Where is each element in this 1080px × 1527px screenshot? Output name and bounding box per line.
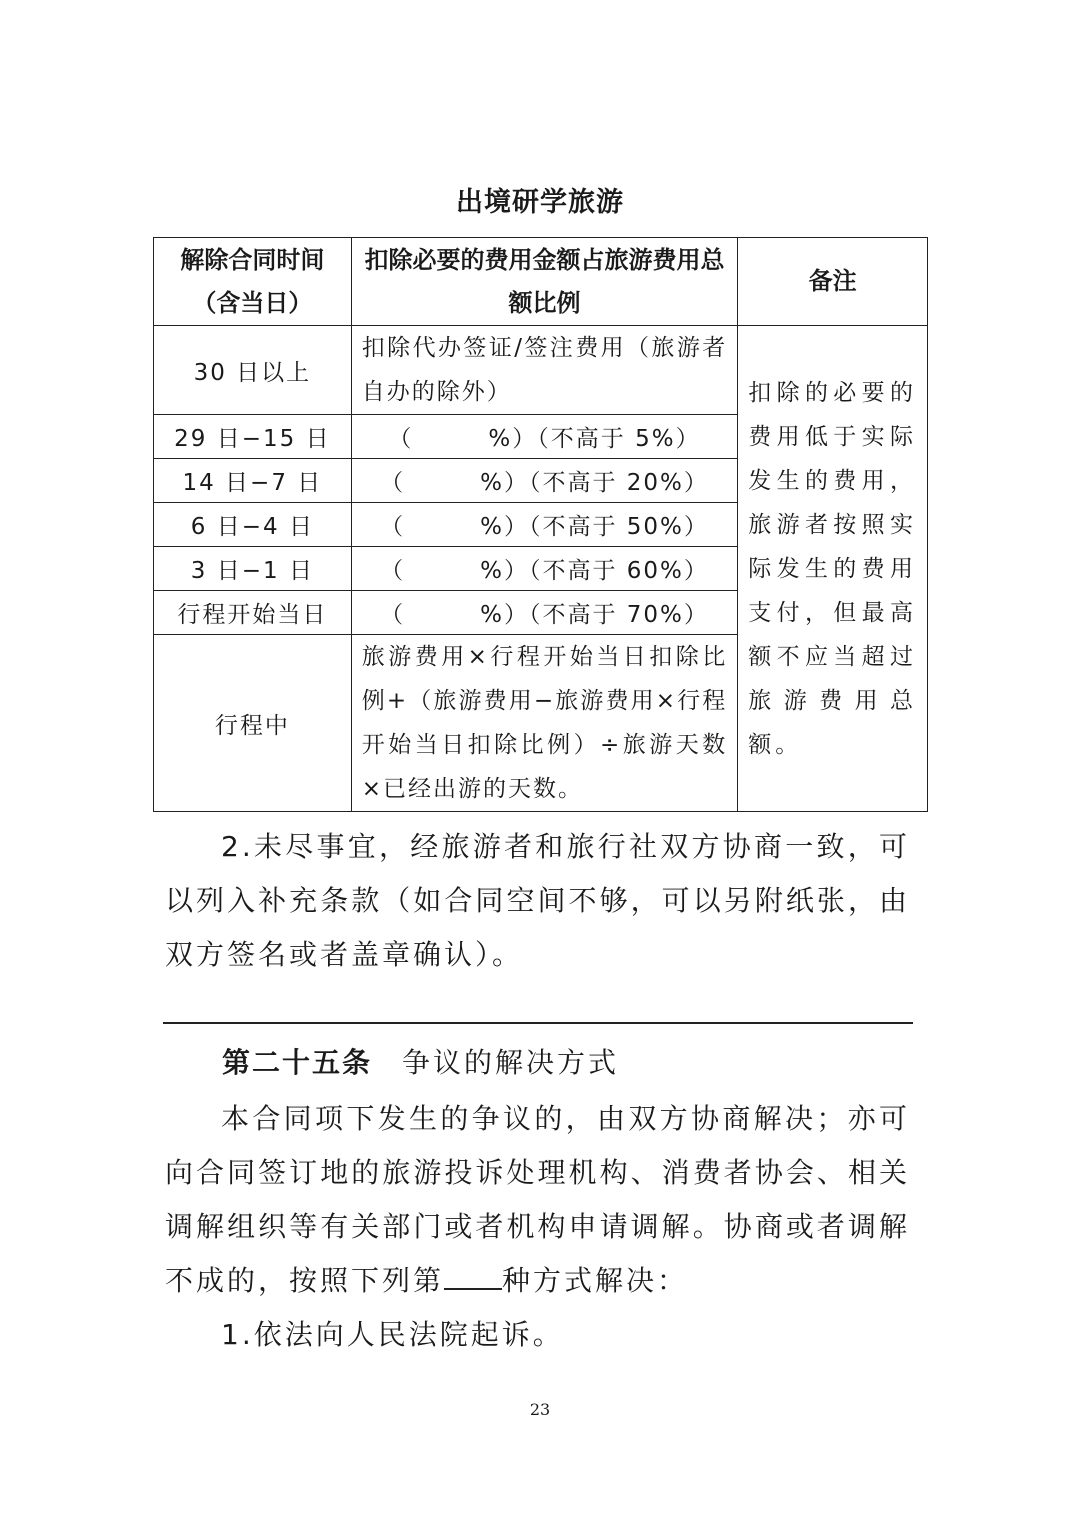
row-ratio: 旅游费用×行程开始当日扣除比例+（旅游费用−旅游费用×行程开始当日扣除比例）÷旅游天数×已经出游的天数。 bbox=[351, 635, 737, 812]
row-time: 29 日−15 日 bbox=[154, 415, 352, 459]
row-time: 行程开始当日 bbox=[154, 591, 352, 635]
row-time: 3 日−1 日 bbox=[154, 547, 352, 591]
article-title: 争议的解决方式 bbox=[402, 1046, 620, 1079]
row-ratio: （ %）（不高于 5%） bbox=[351, 415, 737, 459]
header-note: 备注 bbox=[738, 238, 928, 326]
row-time: 14 日−7 日 bbox=[154, 459, 352, 503]
table-row bbox=[154, 326, 928, 415]
row-ratio: （ %）（不高于 60%） bbox=[351, 547, 737, 591]
article-number: 第二十五条 bbox=[222, 1046, 373, 1079]
page-number: 23 bbox=[529, 1400, 551, 1419]
cancellation-fee-table bbox=[153, 237, 928, 812]
body-text-end: 种方式解决： bbox=[502, 1264, 689, 1297]
row-ratio: 扣除代办签证/签注费用（旅游者自办的除外） bbox=[351, 326, 737, 415]
header-deduction-ratio: 扣除必要的费用金额占旅游费用总额比例 bbox=[351, 238, 737, 326]
row-time: 30 日以上 bbox=[154, 326, 352, 415]
row-time: 行程中 bbox=[154, 635, 352, 812]
note-cell: 扣除的必要的费用低于实际发生的费用，旅游者按照实际发生的费用支付，但最高额不应当超过旅游费用总额。 bbox=[738, 326, 928, 812]
article-25-item-1: 1.依法向人民法院起诉。 bbox=[221, 1318, 564, 1351]
body-text: 本合同项下发生的争议的，由双方协商解决；亦可向合同签订地的旅游投诉处理机构、消费者协会、相关调解组织等有关部门或者机构申请调解。协商或者调解不成的，按照下列第 bbox=[165, 1102, 910, 1297]
row-ratio: （ %）（不高于 20%） bbox=[351, 459, 737, 503]
section-title: 出境研学旅游 bbox=[456, 187, 624, 218]
divider-line bbox=[163, 1022, 913, 1024]
fill-in-blank[interactable] bbox=[444, 1258, 502, 1290]
row-time: 6 日−4 日 bbox=[154, 503, 352, 547]
row-ratio: （ %）（不高于 50%） bbox=[351, 503, 737, 547]
article-25-body bbox=[165, 1092, 910, 1308]
article-25-heading bbox=[222, 1038, 619, 1088]
table-header-row bbox=[154, 238, 928, 326]
header-cancel-time: 解除合同时间（含当日） bbox=[154, 238, 352, 326]
paragraph-2: 2.未尽事宜，经旅游者和旅行社双方协商一致，可以列入补充条款（如合同空间不够，可以另附纸张，由双方签名或者盖章确认）。 bbox=[165, 830, 910, 971]
row-ratio: （ %）（不高于 70%） bbox=[351, 591, 737, 635]
